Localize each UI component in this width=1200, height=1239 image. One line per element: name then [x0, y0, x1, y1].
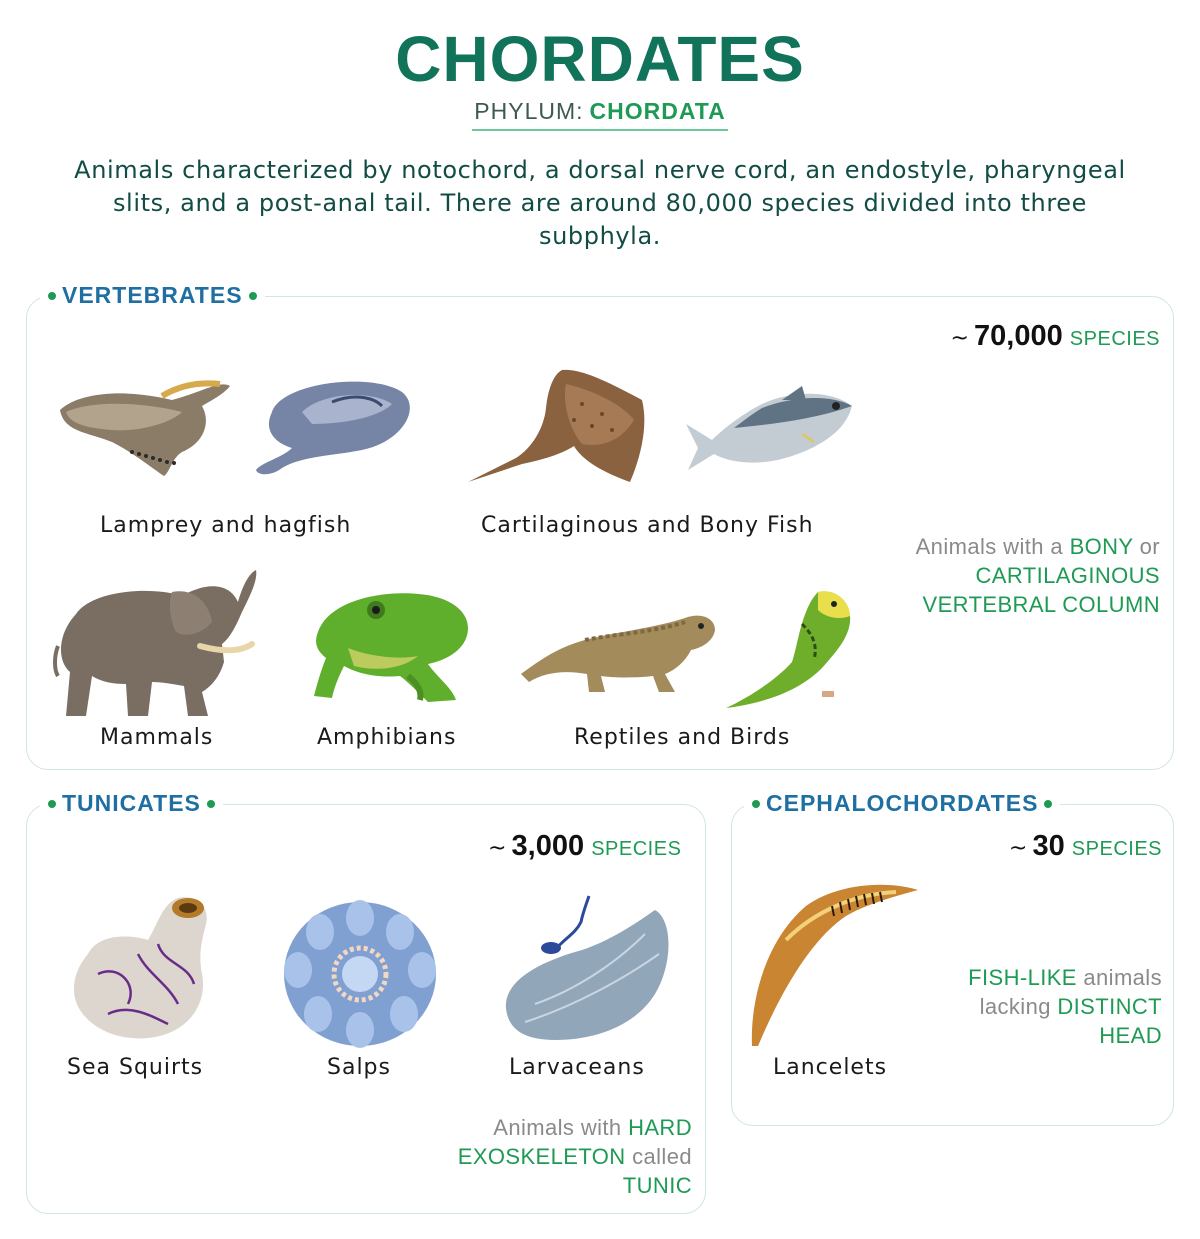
larvacean-illustration: [495, 894, 675, 1044]
group-label-lancelets: Lancelets: [773, 1055, 888, 1080]
salp-illustration: [280, 898, 440, 1050]
bony-fish-illustration: [682, 384, 860, 488]
species-unit: SPECIES: [591, 838, 682, 860]
reptile-illustration: [515, 604, 720, 696]
phylum-value: CHORDATA: [589, 98, 726, 124]
bullet-dot: [752, 800, 760, 808]
tunicates-title-text: TUNICATES: [62, 790, 201, 816]
hagfish-illustration: [252, 372, 417, 484]
lamprey-illustration: [52, 372, 237, 484]
tunicates-title: [40, 790, 223, 817]
tunicates-species-count: [488, 830, 681, 863]
elephant-illustration: [52, 566, 262, 720]
tilde: ~: [950, 326, 969, 351]
vertebrates-description: Animals with a BONY or CARTILAGINOUS VERTEBRAL COLUMN: [915, 534, 1160, 617]
group-label-reptiles-birds: Reptiles and Birds: [574, 725, 791, 750]
bullet-dot: [249, 292, 257, 300]
species-unit: SPECIES: [1071, 838, 1162, 860]
cephalochordates-description: FISH-LIKE animals lacking DISTINCT HEAD: [968, 965, 1162, 1048]
group-label-sea-squirts: Sea Squirts: [67, 1055, 204, 1080]
tilde: ~: [488, 836, 507, 861]
species-number: 3,000: [511, 830, 585, 862]
species-unit: SPECIES: [1069, 328, 1160, 350]
species-number: 70,000: [974, 320, 1063, 352]
lancelet-illustration: [746, 880, 924, 1050]
phylum-label: PHYLUM:: [474, 98, 584, 124]
stingray-illustration: [462, 364, 657, 488]
group-label-larvaceans: Larvaceans: [509, 1055, 645, 1080]
vertebrates-species-count: [950, 320, 1160, 353]
tilde: ~: [1008, 836, 1028, 861]
group-label-mammals: Mammals: [100, 725, 214, 750]
budgie-illustration: [722, 584, 860, 714]
tunicates-description: Animals with HARD EXOSKELETON called TUNIC: [457, 1115, 692, 1198]
cephalochordates-species-count: [1009, 830, 1162, 863]
group-label-lamprey: Lamprey and hagfish: [100, 513, 352, 538]
sea-squirt-illustration: [68, 894, 213, 1044]
bullet-dot: [48, 800, 56, 808]
group-label-fish: Cartilaginous and Bony Fish: [481, 513, 814, 538]
intro-text: Animals characterized by notochord, a dorsal nerve cord, an endostyle, pharyngeal slits, and a post-anal tail. There are around 80,000 species divided into three subphyla.: [74, 156, 1126, 250]
bullet-dot: [48, 292, 56, 300]
frog-illustration: [308, 588, 473, 708]
phylum-line: [0, 98, 1200, 131]
species-number: 30: [1032, 830, 1065, 862]
group-label-salps: Salps: [327, 1055, 391, 1080]
vertebrates-title-text: VERTEBRATES: [62, 282, 243, 308]
group-label-amphibians: Amphibians: [317, 725, 457, 750]
bullet-dot: [207, 800, 215, 808]
cephalochordates-title-text: CEPHALOCHORDATES: [766, 790, 1039, 816]
page-title: CHORDATES: [395, 23, 805, 95]
vertebrates-title: [40, 282, 265, 309]
bullet-dot: [1044, 800, 1052, 808]
cephalochordates-title: [744, 790, 1060, 817]
